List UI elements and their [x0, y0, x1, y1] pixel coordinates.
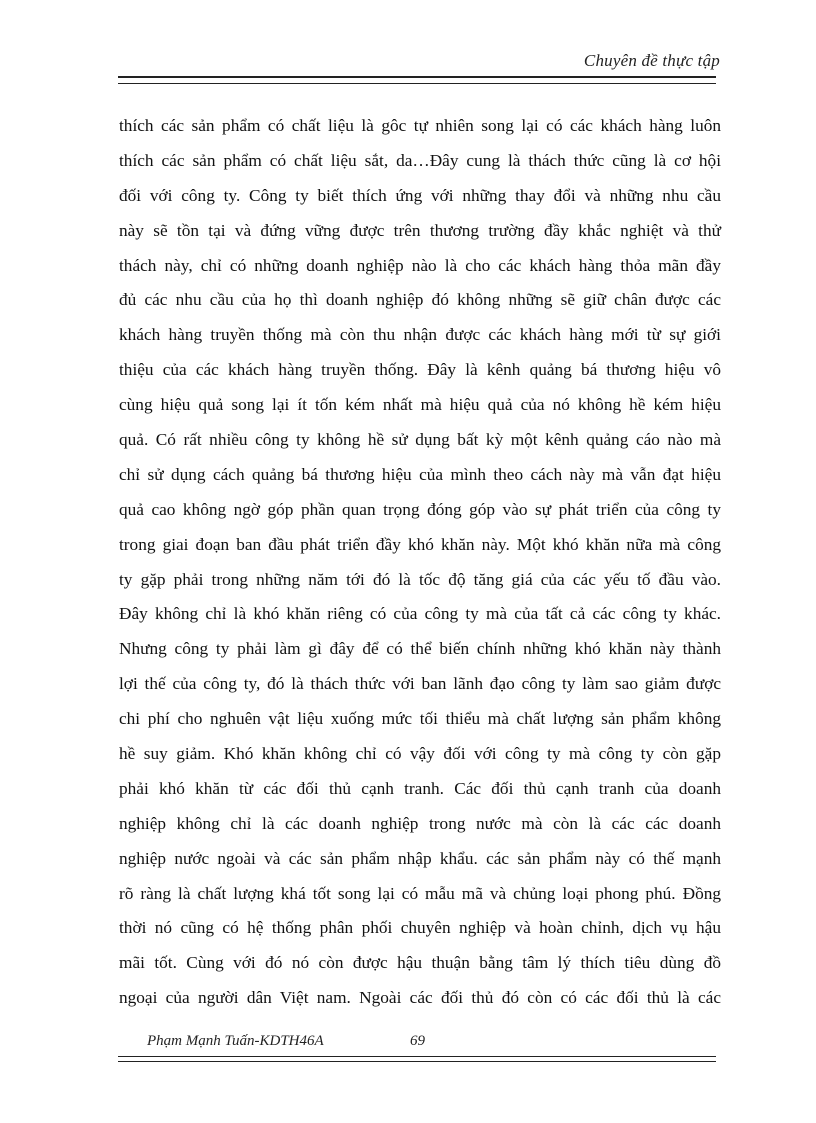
body-line: thiệu của các khách hàng truyền thống. Đây là kênh quảng bá thương hiệu vô [119, 360, 721, 380]
body-line: nghiệp không chỉ là các doanh nghiệp trong nước mà còn là các các doanh [119, 813, 721, 833]
body-line: hề suy giảm. Khó khăn không chỉ có vậy đối với công ty mà công ty còn gặp [119, 744, 721, 764]
body-line: cùng hiệu quả song lại ít tốn kém nhất mà hiệu quả của nó không hề kém hiệu [119, 395, 721, 415]
body-line: lợi thế của công ty, đó là thách thức với ban lãnh đạo công ty làm sao giảm được [119, 674, 721, 694]
footer-rule [118, 1056, 716, 1062]
body-text [119, 109, 721, 1016]
body-line: nghiệp nước ngoài và các sản phẩm nhập khẩu. các sản phẩm này có thế mạnh [119, 848, 721, 868]
body-line: khách hàng truyền thống mà còn thu nhận được các khách hàng mới từ sự giới [119, 325, 721, 345]
page-number: 69 [410, 1033, 425, 1049]
body-line: đủ các nhu cầu của họ thì doanh nghiệp đó không những sẽ giữ chân được các [119, 290, 721, 310]
body-line: thích các sản phẩm có chất liệu sắt, da…Đây cung là thách thức cũng là cơ hội [119, 150, 721, 170]
footer-author: Phạm Mạnh Tuấn-KDTH46A [147, 1033, 324, 1049]
body-line: Nhưng công ty phải làm gì đây để có thể biến chính những khó khăn này thành [119, 639, 721, 659]
header-rule [118, 76, 716, 84]
body-line: này sẽ tồn tại và đứng vững được trên thương trường đầy khắc nghiệt và thử [119, 220, 721, 240]
body-line: quả cao không ngờ góp phần quan trọng đóng góp vào sự phát triển của công ty [119, 499, 721, 519]
body-line: thách này, chỉ có những doanh nghiệp nào là cho các khách hàng thỏa mãn đầy [119, 255, 721, 275]
body-line: mãi tốt. Cùng với đó nó còn được hậu thuận bằng tâm lý thích tiêu dùng đồ [119, 953, 721, 973]
body-line: đối với công ty. Công ty biết thích ứng với những thay đổi và những nhu cầu [119, 185, 721, 205]
header-title: Chuyên đề thực tập [583, 51, 720, 70]
body-line: chỉ sử dụng cách quảng bá thương hiệu của mình theo cách này mà vẫn đạt hiệu [119, 464, 721, 484]
body-line: trong giai đoạn ban đầu phát triển đầy khó khăn này. Một khó khăn nữa mà công [119, 534, 721, 554]
body-line: Đây không chỉ là khó khăn riêng có của công ty mà của tất cả các công ty khác. [119, 604, 721, 624]
body-line: thích các sản phẩm có chất liệu là gôc tự nhiên song lại có các khách hàng luôn [119, 116, 721, 135]
body-line: chi phí cho nghuên vật liệu xuống mức tối thiểu mà chất lượng sản phẩm không [119, 709, 721, 729]
body-line: thời nó cũng có hệ thống phân phối chuyên nghiệp và hoàn chỉnh, dịch vụ hậu [119, 918, 721, 938]
body-line: ngoại của người dân Việt nam. Ngoài các đối thủ đó còn có các đối thủ là các [119, 988, 721, 1008]
body-line: rõ ràng là chất lượng khá tốt song lại có mẫu mã và chủng loại phong phú. Đồng [119, 883, 721, 903]
body-line: phải khó khăn từ các đối thủ cạnh tranh. Các đối thủ cạnh tranh của doanh [119, 778, 721, 798]
body-line: quả. Có rất nhiều công ty không hề sử dụng bất kỳ một kênh quảng cáo nào mà [119, 430, 721, 450]
body-line: ty gặp phải trong những năm tới đó là tốc độ tăng giá của các yếu tố đầu vào. [119, 569, 721, 589]
